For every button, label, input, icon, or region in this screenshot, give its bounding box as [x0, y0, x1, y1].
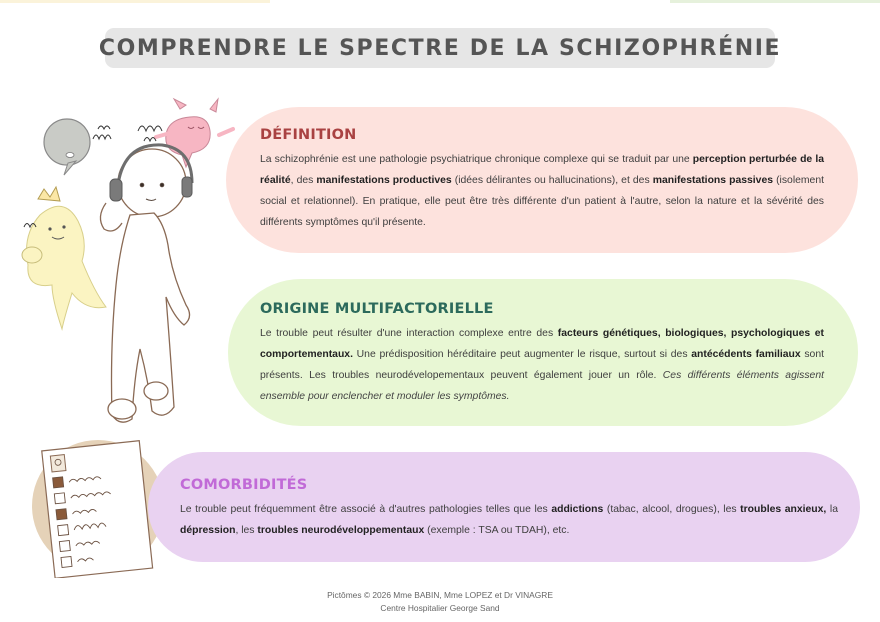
emphasis-text: perception perturbée de la réalité	[260, 154, 824, 186]
emphasis-text: antécédents familiaux	[691, 349, 801, 360]
gray-voice-bubble-icon	[44, 119, 111, 175]
emphasis-text: troubles anxieux,	[740, 504, 827, 515]
emphasis-text: facteurs génétiques, biologiques, psychologiques et comportementaux.	[260, 328, 824, 360]
emphasis-text: troubles neurodéveloppementaux	[257, 525, 425, 536]
emphasis-text: manifestations productives	[316, 175, 452, 186]
origin-text	[260, 323, 824, 407]
body-text: (idées délirantes ou hallucinations), et des	[451, 175, 653, 186]
comorbidities-card	[148, 452, 860, 562]
title-banner	[98, 28, 782, 68]
body-text: la	[826, 504, 838, 515]
definition-heading: DÉFINITION	[260, 127, 357, 143]
top-accent-right	[670, 0, 880, 3]
top-accent-left	[0, 0, 270, 3]
footer-line-2: Centre Hospitalier George Sand	[380, 603, 500, 613]
body-text: , les	[235, 525, 258, 536]
origin-card	[228, 279, 858, 426]
body-text: (isolement social et relationnel). En pratique, elle peut être très différente d'un patient à l'autre, selon la nature et la sévérité des différents symptômes qu'il présente.	[260, 175, 825, 228]
body-text: Le trouble peut fréquemment être associé à d'autres pathologies telles que les	[180, 504, 552, 515]
comorbidities-text	[180, 499, 838, 541]
emphasis-text: addictions	[551, 504, 604, 515]
footer-credits	[0, 589, 880, 615]
comorbidities-heading: COMORBIDITÉS	[180, 477, 308, 493]
definition-text	[260, 149, 824, 233]
italic-text: Ces différents éléments agissent ensemble pour enclencher et moduler les symptômes.	[260, 370, 824, 402]
origin-heading: ORIGINE MULTIFACTORIELLE	[260, 301, 494, 317]
body-text: Une prédisposition héréditaire peut augmenter le risque, surtout si des	[352, 349, 692, 360]
emphasis-text: manifestations passives	[652, 175, 774, 186]
body-text: Le trouble peut résulter d'une interaction complexe entre des	[260, 328, 558, 339]
body-text: (tabac, alcool, drogues), les	[603, 504, 741, 515]
body-text: , des	[290, 175, 317, 186]
page-title: COMPRENDRE LE SPECTRE DE LA SCHIZOPHRÉNIE	[98, 35, 782, 61]
footer-line-1: Pictômes © 2026 Mme BABIN, Mme LOPEZ et Dr VINAGRE	[327, 590, 553, 600]
body-text: La schizophrénie est une pathologie psychiatrique chronique complexe qui se traduit par une	[260, 154, 693, 165]
definition-card	[226, 107, 858, 253]
body-text: sont présents. Les troubles neurodévelopementaux peuvent également jouer un rôle.	[260, 349, 824, 381]
emphasis-text: dépression	[180, 525, 236, 536]
body-text: (exemple : TSA ou TDAH), etc.	[424, 525, 570, 536]
person-with-headphones-icon	[10, 95, 235, 430]
yellow-crowned-ghost-icon	[22, 187, 106, 329]
